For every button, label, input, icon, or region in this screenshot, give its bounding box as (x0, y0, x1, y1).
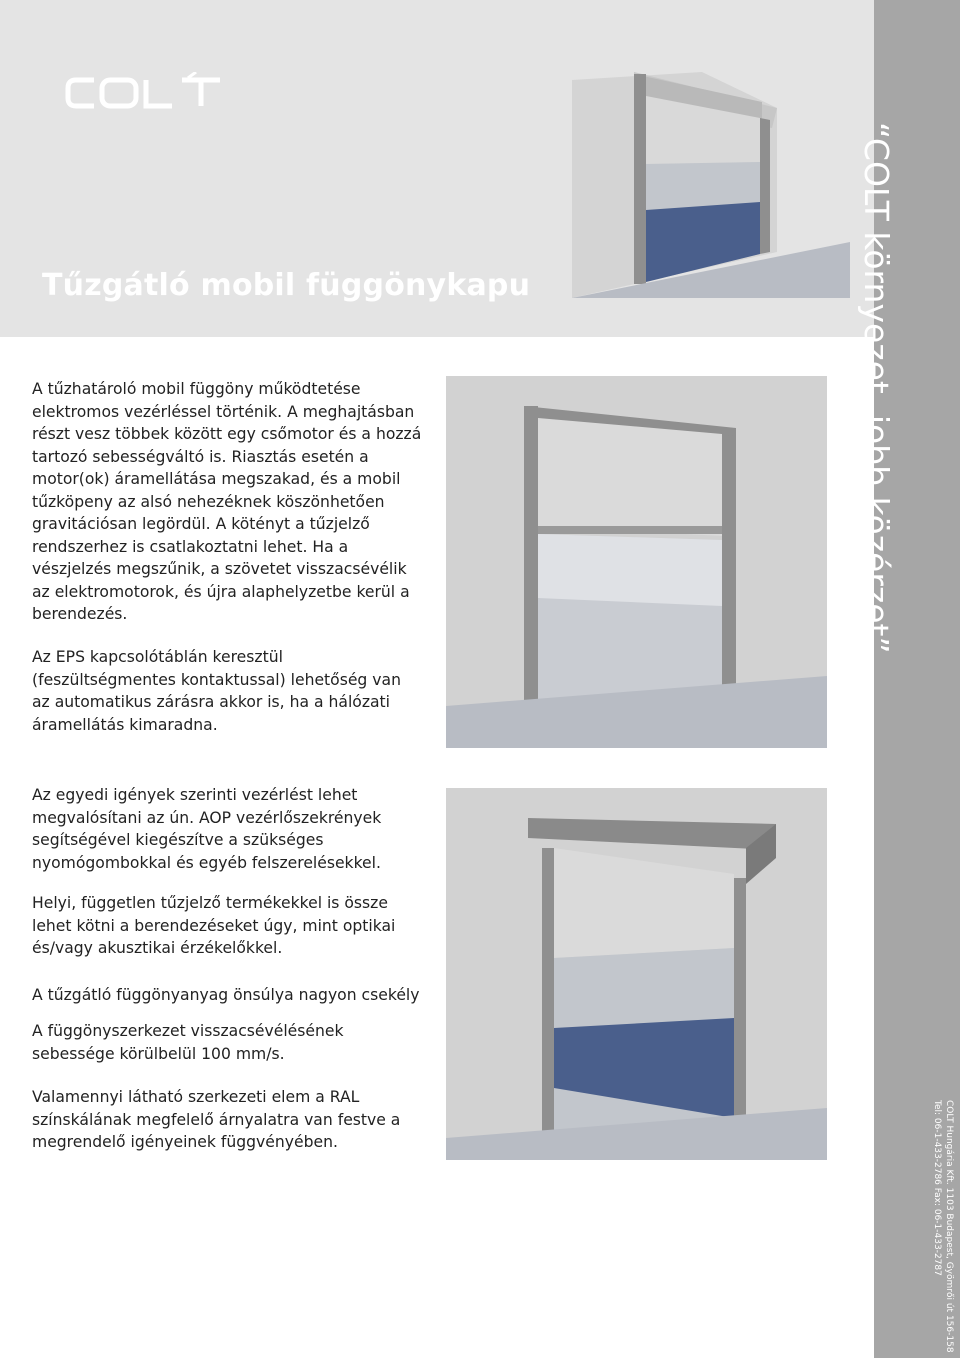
paragraph-4 (32, 892, 422, 960)
door-render-2 (446, 376, 827, 748)
paragraph-7-text: Valamennyi látható szerkezeti elem a RAL színskálának megfelelő árnyalatra van festve a megrendelő igényeinek függvényében. (32, 1088, 401, 1151)
colt-logo (64, 72, 224, 112)
footer-address: COLT Hungária Kft. 1103 Budapest, Gyömrői út 156-158 (944, 1100, 954, 1353)
footer-phone: Tel: 06-1-433-2786 Fax: 06-1-433-2787 (932, 1100, 942, 1276)
door-render-1 (572, 72, 850, 298)
paragraph-5 (32, 984, 422, 1007)
paragraph-6-text: A függönyszerkezet visszacsévélésének sebessége körülbelül 100 mm/s. (32, 1022, 344, 1063)
paragraph-7 (32, 1086, 422, 1154)
paragraph-3-text: Az egyedi igények szerinti vezérlést lehet megvalósítani az ún. AOP vezérlőszekrények segítségével kiegészítve a szükséges nyomógombokkal és egyéb felszerelésekkel. (32, 786, 382, 872)
side-slogan-box (857, 0, 960, 654)
paragraph-6 (32, 1020, 422, 1065)
page-title: Tűzgátló mobil függönykapu (42, 268, 531, 303)
door-render-3 (446, 788, 827, 1160)
side-footer (874, 1100, 960, 1353)
paragraph-5-text: A tűzgátló függönyanyag önsúlya nagyon csekély (32, 986, 420, 1004)
paragraph-2-text: Az EPS kapcsolótáblán keresztül (feszültségmentes kontaktussal) lehetőség van az automatikus zárásra akkor is, ha a hálózati áramellátás kimaradna. (32, 648, 401, 734)
paragraph-3 (32, 784, 422, 874)
slogan-text: “COLT környezet, jobb közérzet” (857, 122, 896, 654)
paragraph-1 (32, 378, 422, 626)
paragraph-1-text: A tűzhatároló mobil függöny működtetése elektromos vezérléssel történik. A meghajtásban részt vesz többek között egy csőmotor és a hozzá tartozó sebességváltó is. Riasztás esetén a motor(ok) áramellátása megszakad, és a mobil tűzköpeny az alsó nehezéknek köszönhetően gravitációsan legördül. A kötényt a tűzjelző rendszerhez is csatlakoztatni lehet. Ha a vészjelzés megszűnik, a szövetet visszacsévélik az elektromotorok, és újra alaphelyzetbe kerül a berendezés. (32, 380, 422, 623)
paragraph-2 (32, 646, 422, 736)
paragraph-4-text: Helyi, független tűzjelző termékekkel is össze lehet kötni a berendezéseket úgy, mint optikai és/vagy akusztikai érzékelőkkel. (32, 894, 396, 957)
